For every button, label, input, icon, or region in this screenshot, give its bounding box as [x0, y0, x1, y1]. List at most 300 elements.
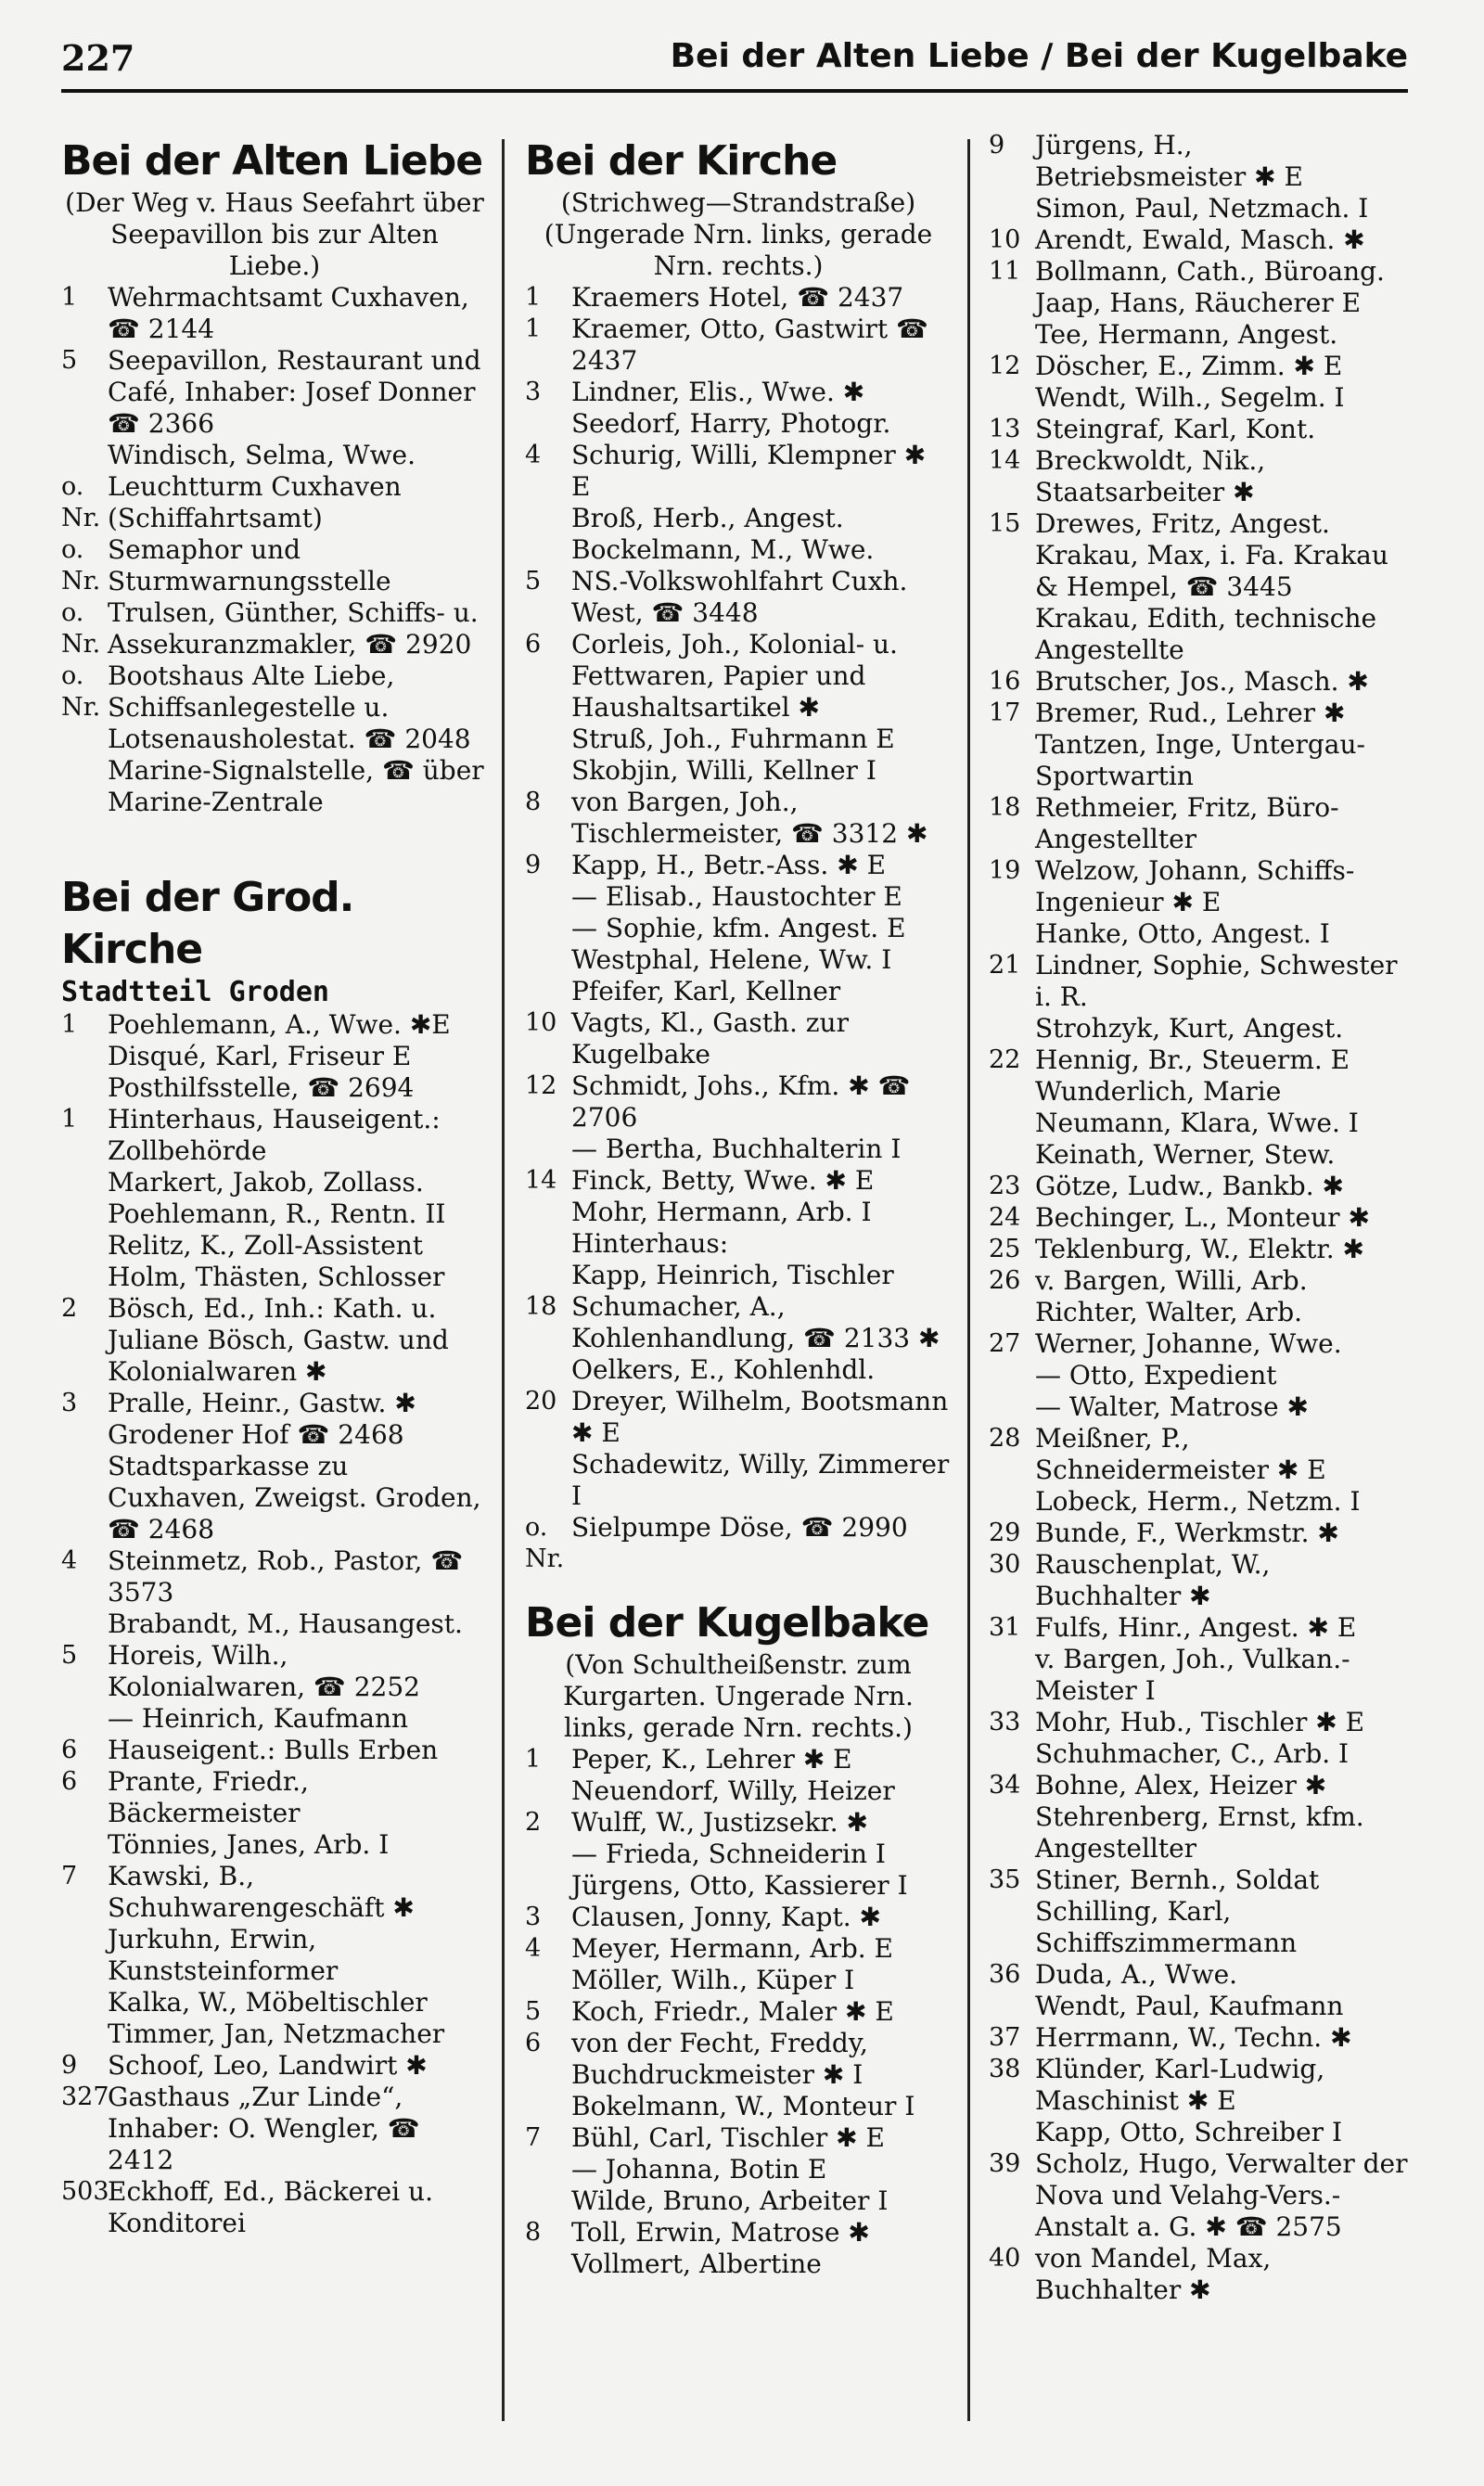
directory-entry — [525, 1512, 952, 1573]
directory-entry — [525, 2185, 952, 2217]
resident-text: Schumacher, A., Kohlenhandlung, ☎ 2133 ✱ — [571, 1291, 940, 1353]
resident-text: Pralle, Heinr., Gastw. ✱ Grodener Hof ☎ 2468 — [108, 1388, 416, 1450]
directory-entry — [989, 193, 1408, 224]
directory-entry — [61, 1735, 488, 1766]
directory-entry — [525, 1134, 952, 1165]
resident-text: Schilling, Karl, Schiffszimmermann — [1035, 1896, 1298, 1958]
house-number: 36 — [989, 1960, 1021, 1989]
resident-text: Bohne, Alex, Heizer ✱ — [1035, 1770, 1327, 1800]
resident-text: Holm, Thästen, Schlosser — [108, 1262, 445, 1292]
resident-text: Marine-Signalstelle, ☎ über Marine-Zentrale — [108, 755, 484, 817]
resident-text: Seedorf, Harry, Photogr. — [571, 408, 891, 439]
resident-text: Finck, Betty, Wwe. ✱ E — [571, 1165, 875, 1196]
house-number: 5 — [525, 567, 542, 596]
house-number: 34 — [989, 1771, 1021, 1800]
directory-entry — [525, 1933, 952, 1965]
resident-text: NS.-Volkswohlfahrt Cuxh. West, ☎ 3448 — [571, 566, 908, 628]
directory-entry — [61, 660, 488, 755]
resident-text: Wendt, Wilh., Segelm. I — [1035, 382, 1345, 413]
directory-entry — [989, 698, 1408, 729]
resident-text: Jurkuhn, Erwin, Kunststeinformer — [108, 1924, 339, 1986]
resident-text: Brutscher, Jos., Masch. ✱ — [1035, 666, 1369, 697]
street-heading: Bei der Grod. Kirche — [61, 874, 354, 973]
directory-entry — [525, 1965, 952, 1996]
directory-entry — [61, 755, 488, 818]
house-number: 37 — [989, 2023, 1021, 2052]
house-number: 33 — [989, 1708, 1021, 1736]
resident-text: Wulff, W., Justizsekr. ✱ — [571, 1807, 868, 1838]
directory-entry — [989, 224, 1408, 256]
resident-text: Steingraf, Karl, Kont. — [1035, 414, 1316, 444]
resident-text: Timmer, Jan, Netzmacher — [108, 2018, 445, 2049]
resident-text: Peper, K., Lehrer ✱ E — [571, 1744, 852, 1775]
resident-text: Mohr, Hermann, Arb. I — [571, 1197, 872, 1227]
house-number: 9 — [61, 2051, 78, 2080]
resident-text: Schurig, Willi, Klempner ✱ E — [571, 440, 927, 502]
resident-text: Kapp, H., Betr.-Ass. ✱ E — [571, 850, 887, 880]
resident-text: Meißner, P., Schneidermeister ✱ E — [1035, 1423, 1326, 1485]
resident-text: Clausen, Jonny, Kapt. ✱ — [571, 1902, 881, 1932]
directory-entry — [989, 1139, 1408, 1171]
resident-text: Krakau, Edith, technische Angestellte — [1035, 603, 1377, 665]
directory-entry — [989, 1044, 1408, 1076]
resident-text: — Johanna, Botin E — [571, 2154, 827, 2185]
resident-text: Wehrmachtsamt Cuxhaven, ☎ 2144 — [108, 282, 469, 344]
resident-text: Stiner, Bernh., Soldat — [1035, 1864, 1320, 1895]
house-number: 327 — [61, 2082, 109, 2111]
directory-entry — [989, 1108, 1408, 1139]
house-number: 1 — [61, 1105, 78, 1134]
house-number: 25 — [989, 1235, 1021, 1263]
resident-text: Wilde, Bruno, Arbeiter I — [571, 2185, 889, 2216]
directory-entry — [525, 913, 952, 944]
resident-text: Bechinger, L., Monteur ✱ — [1035, 1202, 1370, 1233]
directory-entry — [525, 2091, 952, 2122]
house-number: 14 — [989, 446, 1021, 475]
resident-text: Richter, Walter, Arb. — [1035, 1297, 1303, 1327]
house-number: 20 — [525, 1387, 557, 1416]
directory-entry — [61, 2018, 488, 2050]
directory-entry — [525, 787, 952, 850]
directory-entry — [525, 1744, 952, 1775]
resident-text: Vollmert, Albertine — [571, 2249, 822, 2279]
directory-entry — [989, 918, 1408, 950]
resident-text: Koch, Friedr., Maler ✱ E — [571, 1996, 894, 2027]
directory-entry — [989, 603, 1408, 666]
directory-entry — [525, 724, 952, 755]
directory-entry — [989, 792, 1408, 855]
directory-entry — [989, 1959, 1408, 1991]
section-gap — [525, 1544, 952, 1592]
page-number: 227 — [61, 37, 135, 79]
directory-entry — [989, 666, 1408, 698]
directory-entry — [989, 1234, 1408, 1265]
resident-text: Westphal, Helene, Ww. I — [571, 944, 892, 975]
street-description: (Der Weg v. Haus Seefahrt über Seepavillon bis zur Alten Liebe.) — [65, 187, 484, 281]
resident-text: Relitz, K., Zoll-Assistent — [108, 1230, 424, 1261]
directory-entry — [989, 508, 1408, 540]
directory-entry — [525, 314, 952, 377]
resident-text: v. Bargen, Willi, Arb. — [1035, 1265, 1308, 1296]
house-number: 4 — [525, 1934, 542, 1963]
house-number: 2 — [61, 1294, 78, 1323]
house-number: 5 — [61, 1641, 78, 1670]
directory-entry — [525, 629, 952, 724]
resident-text: Toll, Erwin, Matrose ✱ — [571, 2217, 870, 2248]
resident-text: Bunde, F., Werkmstr. ✱ — [1035, 1518, 1339, 1548]
directory-entry — [525, 1386, 952, 1449]
directory-entry — [525, 440, 952, 503]
street-description: (Strichweg—Strandstraße) (Ungerade Nrn. links, gerade Nrn. rechts.) — [544, 187, 933, 281]
directory-entry — [989, 1423, 1408, 1486]
house-number: 3 — [525, 1903, 542, 1931]
house-number: 12 — [989, 352, 1021, 380]
house-number: 1 — [61, 1010, 78, 1039]
directory-entry — [989, 1549, 1408, 1612]
directory-entry — [989, 414, 1408, 445]
directory-entry — [525, 850, 952, 881]
directory-entry — [61, 1072, 488, 1104]
house-number: 39 — [989, 2149, 1021, 2178]
directory-entry — [61, 2176, 488, 2239]
directory-entry — [989, 1486, 1408, 1518]
resident-text: Kalka, W., Möbeltischler — [108, 1987, 428, 2018]
street-heading: Bei der Kirche — [525, 137, 838, 185]
directory-entry — [61, 1640, 488, 1703]
directory-entry — [525, 408, 952, 440]
directory-entry — [989, 729, 1408, 792]
directory-entry — [61, 1293, 488, 1388]
house-number: 17 — [989, 698, 1021, 727]
resident-text: Döscher, E., Zimm. ✱ E — [1035, 351, 1343, 381]
resident-text: Prante, Friedr., Bäckermeister — [108, 1766, 309, 1828]
directory-entry — [989, 1076, 1408, 1108]
resident-text: von Mandel, Max, Buchhalter ✱ — [1035, 2243, 1272, 2305]
resident-text: Bokelmann, W., Monteur I — [571, 2091, 915, 2121]
directory-entry — [525, 1807, 952, 1839]
resident-text: Skobjin, Willi, Kellner I — [571, 755, 876, 786]
resident-text: Posthilfsstelle, ☎ 2694 — [108, 1072, 415, 1103]
resident-text: Bühl, Carl, Tischler ✱ E — [571, 2122, 885, 2153]
resident-text: Werner, Johanne, Wwe. — [1035, 1328, 1342, 1359]
resident-text: Kawski, B., Schuhwarengeschäft ✱ — [108, 1861, 415, 1923]
directory-entry — [61, 1608, 488, 1640]
directory-entry — [525, 2217, 952, 2249]
resident-text: Stadtsparkasse zu Cuxhaven, Zweigst. Groden, ☎ 2468 — [108, 1451, 481, 1544]
district-subheading: Stadtteil Groden — [61, 976, 329, 1008]
directory-entry — [525, 944, 952, 976]
resident-text: Kapp, Heinrich, Tischler — [571, 1260, 894, 1290]
directory-entry — [989, 1391, 1408, 1423]
resident-text: Poehlemann, R., Rentn. II — [108, 1198, 446, 1229]
house-number: 29 — [989, 1519, 1021, 1547]
directory-entry — [989, 351, 1408, 382]
directory-entry — [989, 2022, 1408, 2054]
house-number: 6 — [61, 1767, 78, 1796]
house-number: o. Nr. — [61, 472, 101, 532]
directory-entry — [989, 2243, 1408, 2306]
resident-text: Neuendorf, Willy, Heizer — [571, 1775, 895, 1806]
resident-text: — Frieda, Schneiderin I — [571, 1839, 886, 1869]
resident-text: Sielpumpe Döse, ☎ 2990 — [571, 1512, 908, 1543]
resident-text: — Elisab., Haustochter E — [571, 881, 902, 912]
house-number: 1 — [525, 314, 542, 343]
resident-text: Teklenburg, W., Elektr. ✱ — [1035, 1234, 1365, 1264]
house-number: 23 — [989, 1172, 1021, 1200]
resident-text: Bremer, Rud., Lehrer ✱ — [1035, 698, 1346, 728]
resident-text: Wendt, Paul, Kaufmann — [1035, 1991, 1344, 2021]
directory-entry — [61, 1230, 488, 1262]
resident-text: Windisch, Selma, Wwe. — [108, 440, 416, 470]
street-heading: Bei der Alten Liebe — [61, 137, 483, 185]
resident-text: Wunderlich, Marie — [1035, 1076, 1282, 1107]
house-number: 24 — [989, 1203, 1021, 1232]
house-number: 1 — [525, 283, 542, 312]
house-number: 8 — [525, 788, 542, 816]
house-number: 28 — [989, 1424, 1021, 1453]
resident-text: — Walter, Matrose ✱ — [1035, 1391, 1309, 1422]
directory-entry — [989, 2117, 1408, 2148]
directory-entry — [989, 319, 1408, 351]
directory-entry — [989, 256, 1408, 288]
directory-entry — [989, 1328, 1408, 1360]
directory-entry — [525, 1007, 952, 1070]
column-3 — [989, 130, 1408, 2467]
resident-text: Brabandt, M., Hausangest. — [108, 1608, 463, 1639]
directory-entry — [989, 1013, 1408, 1044]
house-number: 12 — [525, 1071, 557, 1100]
directory-entry — [525, 282, 952, 314]
house-number: o. Nr. — [61, 661, 101, 722]
directory-entry — [61, 1861, 488, 1924]
house-number: 8 — [525, 2218, 542, 2247]
house-number: 4 — [61, 1546, 78, 1575]
directory-entry — [61, 597, 488, 660]
house-number: 5 — [525, 1997, 542, 2026]
directory-entry — [525, 1070, 952, 1134]
house-number: 19 — [989, 856, 1021, 885]
directory-entry — [525, 1354, 952, 1386]
resident-text: Schoof, Leo, Landwirt ✱ — [108, 2050, 428, 2081]
house-number: 10 — [525, 1008, 557, 1037]
house-number: 11 — [989, 257, 1021, 286]
directory-entry — [525, 503, 952, 534]
resident-text: Welzow, Johann, Schiffs-Ingenieur ✱ E — [1035, 855, 1355, 917]
house-number: 6 — [525, 2029, 542, 2057]
column-2 — [525, 130, 952, 2467]
house-number: 26 — [989, 1266, 1021, 1295]
resident-text: Breckwoldt, Nik., Staatsarbeiter ✱ — [1035, 445, 1266, 507]
house-number: 30 — [989, 1550, 1021, 1579]
resident-text: Simon, Paul, Netzmach. I — [1035, 193, 1369, 224]
resident-text: von Bargen, Joh., Tischlermeister, ☎ 3312 ✱ — [571, 787, 928, 849]
resident-text: v. Bargen, Joh., Vulkan.-Meister I — [1035, 1644, 1350, 1706]
directory-entry — [525, 1165, 952, 1197]
resident-text: Keinath, Werner, Stew. — [1035, 1139, 1336, 1170]
directory-entry — [61, 1009, 488, 1041]
directory-entry — [989, 1360, 1408, 1391]
resident-text: Kapp, Otto, Schreiber I — [1035, 2117, 1343, 2147]
house-number: 10 — [989, 225, 1021, 254]
directory-entry — [989, 1896, 1408, 1959]
resident-text: Krakau, Max, i. Fa. Krakau & Hempel, ☎ 3445 — [1035, 540, 1388, 602]
directory-entry — [525, 2122, 952, 2154]
directory-entry — [525, 881, 952, 913]
resident-text: Markert, Jakob, Zollass. — [108, 1167, 424, 1198]
directory-entry — [61, 1703, 488, 1735]
house-number: 35 — [989, 1865, 1021, 1894]
directory-entry — [525, 2249, 952, 2280]
directory-entry — [989, 1612, 1408, 1644]
resident-text: Möller, Wilh., Küper I — [571, 1965, 855, 1995]
directory-entry — [525, 1228, 952, 1260]
resident-text: Schadewitz, Willy, Zimmerer I — [571, 1449, 950, 1511]
resident-text: — Heinrich, Kaufmann — [108, 1703, 409, 1734]
directory-entry — [525, 1197, 952, 1228]
resident-text: von der Fecht, Freddy, Buchdruckmeister ✱ I — [571, 2028, 868, 2090]
directory-entry — [61, 1545, 488, 1608]
directory-entry — [989, 1864, 1408, 1896]
directory-entry — [61, 2082, 488, 2176]
directory-entry — [525, 1449, 952, 1512]
house-number: 3 — [525, 378, 542, 406]
resident-text: Götze, Ludw., Bankb. ✱ — [1035, 1171, 1344, 1201]
directory-entry — [525, 566, 952, 629]
house-number: 3 — [61, 1389, 78, 1417]
directory-entry — [61, 1104, 488, 1167]
house-number: 27 — [989, 1329, 1021, 1358]
house-number: 14 — [525, 1166, 557, 1195]
directory-entry — [525, 1839, 952, 1870]
house-number: 1 — [61, 283, 78, 312]
directory-entry — [989, 382, 1408, 414]
directory-entry — [525, 2028, 952, 2091]
directory-entry — [525, 534, 952, 566]
directory-entry — [989, 2148, 1408, 2243]
directory-entry — [989, 1770, 1408, 1801]
house-number: 18 — [525, 1292, 557, 1321]
resident-text: Rauschenplat, W., Buchhalter ✱ — [1035, 1549, 1271, 1611]
directory-entry — [989, 1801, 1408, 1864]
section-gap — [61, 818, 488, 866]
directory-entry — [989, 1265, 1408, 1297]
resident-text: Hauseigent.: Bulls Erben — [108, 1735, 439, 1765]
resident-text: Tantzen, Inge, Untergau-Sportwartin — [1035, 729, 1365, 791]
directory-entry — [61, 1041, 488, 1072]
house-number: 5 — [61, 346, 78, 375]
resident-text: Poehlemann, A., Wwe. ✱E — [108, 1009, 451, 1040]
resident-text: Arendt, Ewald, Masch. ✱ — [1035, 224, 1365, 255]
house-number: 21 — [989, 951, 1021, 980]
directory-entry — [61, 282, 488, 345]
house-number: 15 — [989, 509, 1021, 538]
directory-entry — [61, 1924, 488, 1987]
directory-entry — [989, 540, 1408, 603]
resident-text: Tönnies, Janes, Arb. I — [108, 1829, 390, 1860]
directory-entry — [61, 1987, 488, 2018]
resident-text: — Otto, Expedient — [1035, 1360, 1277, 1390]
column-1 — [61, 130, 488, 2467]
directory-entry — [989, 1644, 1408, 1707]
directory-entry — [989, 1171, 1408, 1202]
house-number: 16 — [989, 667, 1021, 696]
directory-entry — [525, 1996, 952, 2028]
directory-entry — [525, 1291, 952, 1354]
resident-text: Horeis, Wilh., Kolonialwaren, ☎ 2252 — [108, 1640, 420, 1702]
resident-text: Stehrenberg, Ernst, kfm. Angestellter — [1035, 1801, 1364, 1864]
house-number: 31 — [989, 1613, 1021, 1642]
directory-entry — [525, 1260, 952, 1291]
resident-text: Bollmann, Cath., Büroang. — [1035, 256, 1385, 287]
directory-entry — [989, 2054, 1408, 2117]
street-description: (Von Schultheißenstr. zum Kurgarten. Ungerade Nrn. links, gerade Nrn. rechts.) — [563, 1649, 914, 1743]
directory-entry — [989, 1707, 1408, 1738]
directory-entry — [525, 377, 952, 408]
resident-text: Kraemers Hotel, ☎ 2437 — [571, 282, 904, 313]
directory-entry — [989, 288, 1408, 319]
resident-text: Struß, Joh., Fuhrmann E — [571, 724, 895, 754]
directory-entry — [525, 755, 952, 787]
house-number: 4 — [525, 441, 542, 469]
resident-text: Gasthaus „Zur Linde“, Inhaber: O. Wengler, ☎ 2412 — [108, 2082, 420, 2175]
directory-entry — [989, 1738, 1408, 1770]
house-number: 9 — [989, 131, 1005, 160]
house-number: 1 — [525, 1745, 542, 1774]
resident-text: Broß, Herb., Angest. — [571, 503, 844, 533]
directory-entry — [525, 1870, 952, 1902]
resident-text: Fulfs, Hinr., Angest. ✱ E — [1035, 1612, 1357, 1643]
directory-entry — [989, 445, 1408, 508]
directory-entry — [61, 1451, 488, 1545]
directory-entry — [989, 1518, 1408, 1549]
resident-text: Tee, Hermann, Angest. — [1035, 319, 1338, 350]
resident-text: Dreyer, Wilhelm, Bootsmann ✱ E — [571, 1386, 949, 1448]
resident-text: Steinmetz, Rob., Pastor, ☎ 3573 — [108, 1545, 464, 1608]
resident-text: Corleis, Joh., Kolonial- u. Fettwaren, Papier und Haushaltsartikel ✱ — [571, 629, 898, 723]
resident-text: Leuchtturm Cuxhaven (Schiffahrtsamt) — [108, 471, 402, 533]
resident-text: Disqué, Karl, Friseur E — [108, 1041, 412, 1071]
resident-text: Vagts, Kl., Gasth. zur Kugelbake — [571, 1007, 849, 1070]
house-number: 6 — [525, 630, 542, 659]
resident-text: Rethmeier, Fritz, Büro-Angestellter — [1035, 792, 1339, 854]
resident-text: Klünder, Karl-Ludwig, Maschinist ✱ E — [1035, 2054, 1325, 2116]
resident-text: Scholz, Hugo, Verwalter der Nova und Velahg-Vers.-Anstalt a. G. ✱ ☎ 2575 — [1035, 2148, 1408, 2242]
page-header — [61, 33, 1408, 93]
directory-entry — [61, 471, 488, 534]
resident-text: Seepavillon, Restaurant und Café, Inhaber: Josef Donner ☎ 2366 — [108, 345, 481, 439]
resident-text: Semaphor und Sturmwarnungsstelle — [108, 534, 391, 596]
resident-text: Jürgens, Otto, Kassierer I — [571, 1870, 908, 1901]
resident-text: Trulsen, Günther, Schiffs- u. Assekuranzmakler, ☎ 2920 — [108, 597, 479, 660]
resident-text: Schmidt, Johs., Kfm. ✱ ☎ 2706 — [571, 1070, 911, 1133]
house-number: 40 — [989, 2244, 1021, 2273]
directory-entry — [61, 534, 488, 597]
resident-text: Strohzyk, Kurt, Angest. — [1035, 1013, 1344, 1044]
resident-text: Herrmann, W., Techn. ✱ — [1035, 2022, 1352, 2053]
resident-text: Neumann, Klara, Wwe. I — [1035, 1108, 1359, 1138]
resident-text: Lindner, Elis., Wwe. ✱ — [571, 377, 865, 407]
resident-text: Hennig, Br., Steuerm. E — [1035, 1044, 1350, 1075]
directory-entry — [61, 440, 488, 471]
directory-entry — [989, 1991, 1408, 2022]
directory-entry — [989, 130, 1408, 193]
resident-text: Jürgens, H., Betriebsmeister ✱ E — [1035, 130, 1303, 192]
house-number: o. Nr. — [525, 1513, 565, 1573]
resident-text: Mohr, Hub., Tischler ✱ E — [1035, 1707, 1365, 1737]
resident-text: — Bertha, Buchhalterin I — [571, 1134, 902, 1164]
resident-text: Drewes, Fritz, Angest. — [1035, 508, 1330, 539]
directory-entry — [525, 1775, 952, 1807]
